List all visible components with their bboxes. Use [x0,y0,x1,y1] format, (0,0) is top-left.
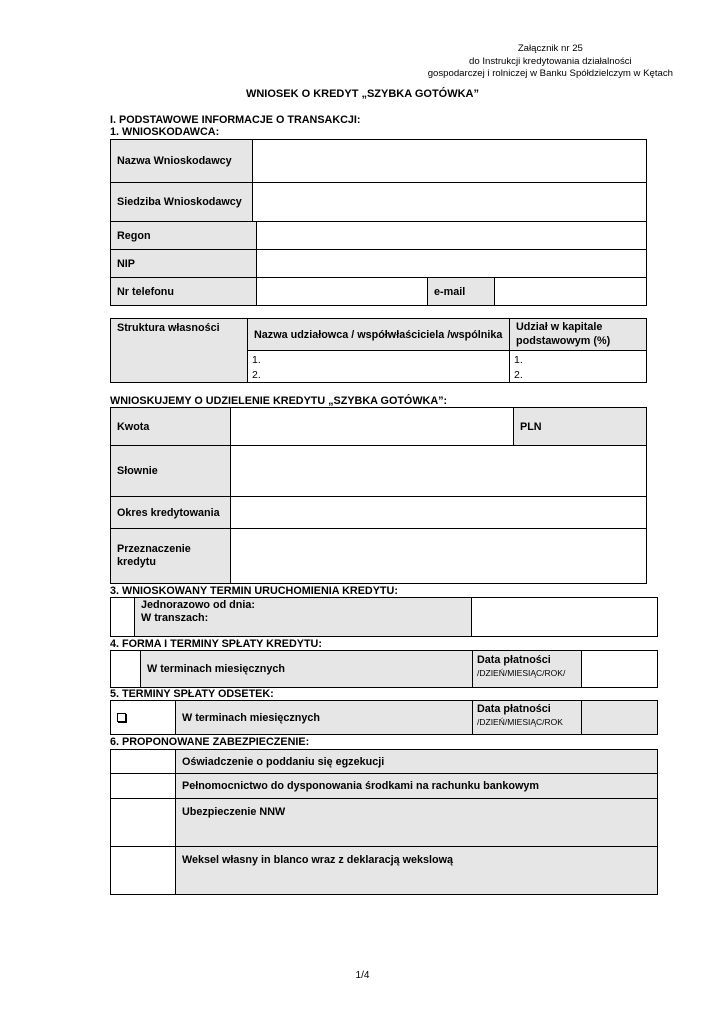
applicant-name-label: Nazwa Wnioskodawcy [110,139,253,183]
interest-due-date-label [472,700,582,735]
repayment-checkbox[interactable] [110,650,141,688]
credit-purpose-label: Przeznaczenie kredytu [110,528,231,584]
attachment-header [428,43,673,81]
collateral-checkbox-4[interactable] [110,846,176,895]
email-label: e-mail [427,277,495,306]
interest-monthly-label: W terminach miesięcznych [175,700,473,735]
collateral-checkbox-2[interactable] [110,773,176,799]
repayment-due-date-field[interactable] [581,650,658,688]
header-line-1: Załącznik nr 25 [517,43,583,54]
partner-row-1: 1. [252,354,261,366]
section-5-heading: 5. TERMINY SPŁATY ODSETEK: [110,688,274,700]
partner-column-header: Nazwa udziałowca / współwłaściciela /wspólnika [247,318,510,351]
disbursement-tranches-label: W transzach: [141,611,209,624]
email-field[interactable] [494,277,647,306]
repayment-due-date-label [472,650,582,688]
applicant-seat-field[interactable] [252,182,647,222]
regon-field[interactable] [256,221,647,250]
currency-label: PLN [513,407,647,446]
header-line-3: gospodarczej i rolniczej w Banku Spółdzielczym w Kętach [427,68,673,80]
section-3-heading: 3. WNIOSKOWANY TERMIN URUCHOMIENIA KREDYTU: [110,585,398,597]
collateral-item-2: Pełnomocnictwo do dysponowania środkami na rachunku bankowym [175,773,658,799]
applicant-seat-label: Siedziba Wnioskodawcy [110,182,253,222]
section-1-heading: I. PODSTAWOWE INFORMACJE O TRANSAKCJI: [110,114,361,126]
disbursement-once-label: Jednorazowo od dnia: [141,599,255,611]
applicant-name-field[interactable] [252,139,647,183]
credit-request-heading: WNIOSKUJEMY O UDZIELENIE KREDYTU „SZYBKA GOTÓWKA”: [110,395,448,407]
ownership-label: Struktura własności [110,318,248,383]
collateral-item-1: Oświadczenie o poddaniu się egzekucji [175,749,658,774]
page-number: 1/4 [355,970,370,981]
disbursement-options [134,597,472,637]
collateral-checkbox-3[interactable] [110,798,176,847]
interest-checkbox-cell[interactable] [110,700,176,735]
collateral-item-4: Weksel własny in blanco wraz z deklaracją wekslową [175,846,658,895]
partner-entries[interactable] [247,350,510,383]
share-row-1: 1. [514,354,523,366]
phone-label: Nr telefonu [110,277,257,306]
repayment-due-date-title: Data płatności [477,654,551,666]
credit-period-field[interactable] [230,496,647,529]
repayment-monthly-label: W terminach miesięcznych [140,650,473,688]
interest-due-date-format: /DZIEŃ/MIESIĄC/ROK [477,717,563,727]
amount-in-words-label: Słownie [110,445,231,497]
collateral-checkbox-1[interactable] [110,749,176,774]
repayment-due-date-format: /DZIEŃ/MIESIĄC/ROK/ [477,668,566,678]
disbursement-date-field[interactable] [471,597,658,637]
phone-field[interactable] [256,277,428,306]
amount-label: Kwota [110,407,231,446]
interest-due-date-field[interactable] [581,700,658,735]
applicant-heading: 1. WNIOSKODAWCA: [110,126,220,138]
interest-due-date-title: Data płatności [477,703,551,715]
nip-field[interactable] [256,249,647,278]
section-4-heading: 4. FORMA I TERMINY SPŁATY KREDYTU: [110,638,322,650]
share-row-2: 2. [514,369,523,381]
collateral-item-3: Ubezpieczenie NNW [175,798,658,847]
regon-label: Regon [110,221,257,250]
credit-purpose-field[interactable] [230,528,647,584]
credit-period-label: Okres kredytowania [110,496,231,529]
nip-label: NIP [110,249,257,278]
share-column-header: Udział w kapitale podstawowym (%) [509,318,647,351]
amount-in-words-field[interactable] [230,445,647,497]
document-title: WNIOSEK O KREDYT „SZYBKA GOTÓWKA” [245,88,480,100]
section-6-heading: 6. PROPONOWANE ZABEZPIECZENIE: [110,736,310,748]
share-entries[interactable] [509,350,647,383]
partner-row-2: 2. [252,369,261,381]
amount-field[interactable] [230,407,514,446]
header-line-2: do Instrukcji kredytowania działalności [469,55,632,67]
disbursement-checkbox[interactable] [110,597,135,637]
checkbox-icon[interactable] [117,713,126,722]
